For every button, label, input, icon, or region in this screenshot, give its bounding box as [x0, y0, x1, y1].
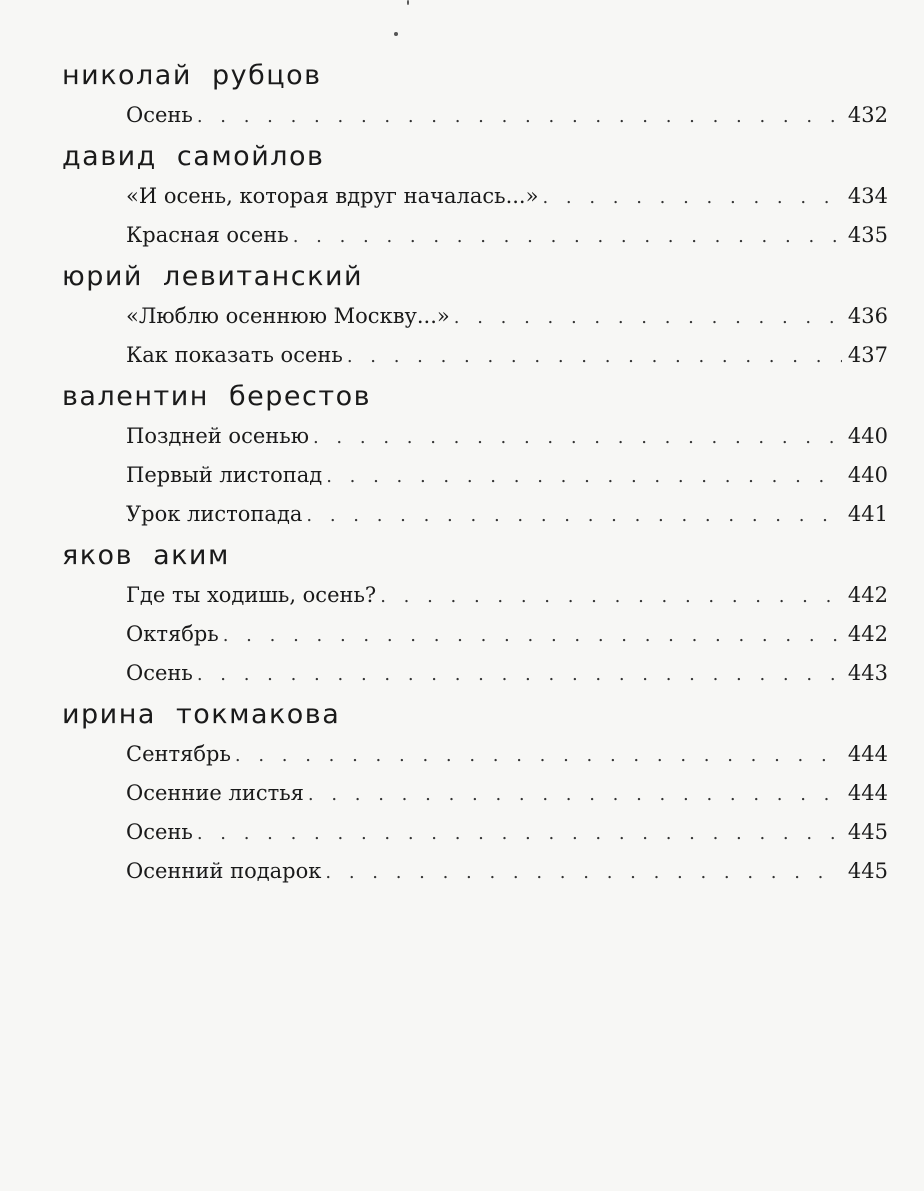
entry-title: Осенний подарок [126, 859, 322, 883]
entry-title: «И осень, которая вдруг началась...» [126, 184, 539, 208]
entry-page-number: 443 [847, 661, 888, 685]
dot-leader [223, 616, 842, 655]
dot-leader [235, 736, 842, 775]
toc-entry[interactable] [126, 336, 888, 375]
entry-title: Первый листопад [126, 463, 323, 487]
entry-title: Урок листопада [126, 502, 303, 526]
entry-page-number: 435 [847, 223, 888, 247]
author-section [62, 536, 888, 693]
entry-page-number: 441 [847, 502, 888, 526]
entry-page-number: 432 [847, 103, 888, 127]
author-name: юрий левитанский [62, 261, 364, 292]
author-name: давид самойлов [62, 141, 325, 172]
dot-leader [454, 298, 842, 337]
entry-title: Как показать осень [126, 343, 343, 367]
author-name: ирина токмакова [62, 699, 341, 730]
toc-entry[interactable] [126, 615, 888, 654]
entry-title: Осень [126, 820, 193, 844]
entry-title: Октябрь [126, 622, 219, 646]
toc-entry[interactable] [126, 417, 888, 456]
author-section [62, 377, 888, 534]
author-name: валентин берестов [62, 381, 372, 412]
dot-leader [197, 814, 842, 853]
entry-page-number: 436 [847, 304, 888, 328]
dot-leader [380, 577, 842, 616]
dot-leader [197, 655, 842, 694]
dot-leader [308, 775, 842, 814]
entry-page-number: 444 [847, 781, 888, 805]
entry-page-number: 442 [847, 622, 888, 646]
dot-leader [306, 496, 842, 535]
author-section [62, 695, 888, 891]
paper-speck [394, 32, 398, 36]
toc-entry[interactable] [126, 177, 888, 216]
toc-entry[interactable] [126, 495, 888, 534]
dot-leader [347, 337, 842, 376]
entry-title: Красная осень [126, 223, 289, 247]
entry-title: Осень [126, 103, 193, 127]
toc-entry[interactable] [126, 852, 888, 891]
toc-entry[interactable] [126, 774, 888, 813]
entry-page-number: 440 [847, 424, 888, 448]
entry-title: Осенние листья [126, 781, 304, 805]
entry-page-number: 437 [847, 343, 888, 367]
dot-leader [313, 418, 842, 457]
entry-title: Осень [126, 661, 193, 685]
dot-leader [326, 457, 842, 496]
dot-leader [197, 97, 842, 136]
toc-entry[interactable] [126, 216, 888, 255]
entry-title: Где ты ходишь, осень? [126, 583, 377, 607]
toc-entry[interactable] [126, 654, 888, 693]
toc-entry[interactable] [126, 576, 888, 615]
entry-page-number: 442 [847, 583, 888, 607]
toc-entry[interactable] [126, 96, 888, 135]
author-section [62, 257, 888, 375]
entry-title: «Люблю осеннюю Москву...» [126, 304, 450, 328]
toc-entry[interactable] [126, 813, 888, 852]
entry-page-number: 445 [847, 820, 888, 844]
toc-entry[interactable] [126, 456, 888, 495]
paper-speck [407, 0, 409, 5]
entry-page-number: 434 [847, 184, 888, 208]
entry-title: Поздней осенью [126, 424, 309, 448]
entry-page-number: 440 [847, 463, 888, 487]
dot-leader [542, 178, 841, 217]
author-section [62, 137, 888, 255]
entry-title: Сентябрь [126, 742, 231, 766]
entry-page-number: 445 [847, 859, 888, 883]
table-of-contents [62, 56, 888, 893]
entry-page-number: 444 [847, 742, 888, 766]
dot-leader [325, 853, 842, 892]
toc-entry[interactable] [126, 297, 888, 336]
author-name: николай рубцов [62, 60, 322, 91]
dot-leader [293, 217, 842, 256]
toc-entry[interactable] [126, 735, 888, 774]
author-name: яков аким [62, 540, 230, 571]
author-section [62, 56, 888, 135]
